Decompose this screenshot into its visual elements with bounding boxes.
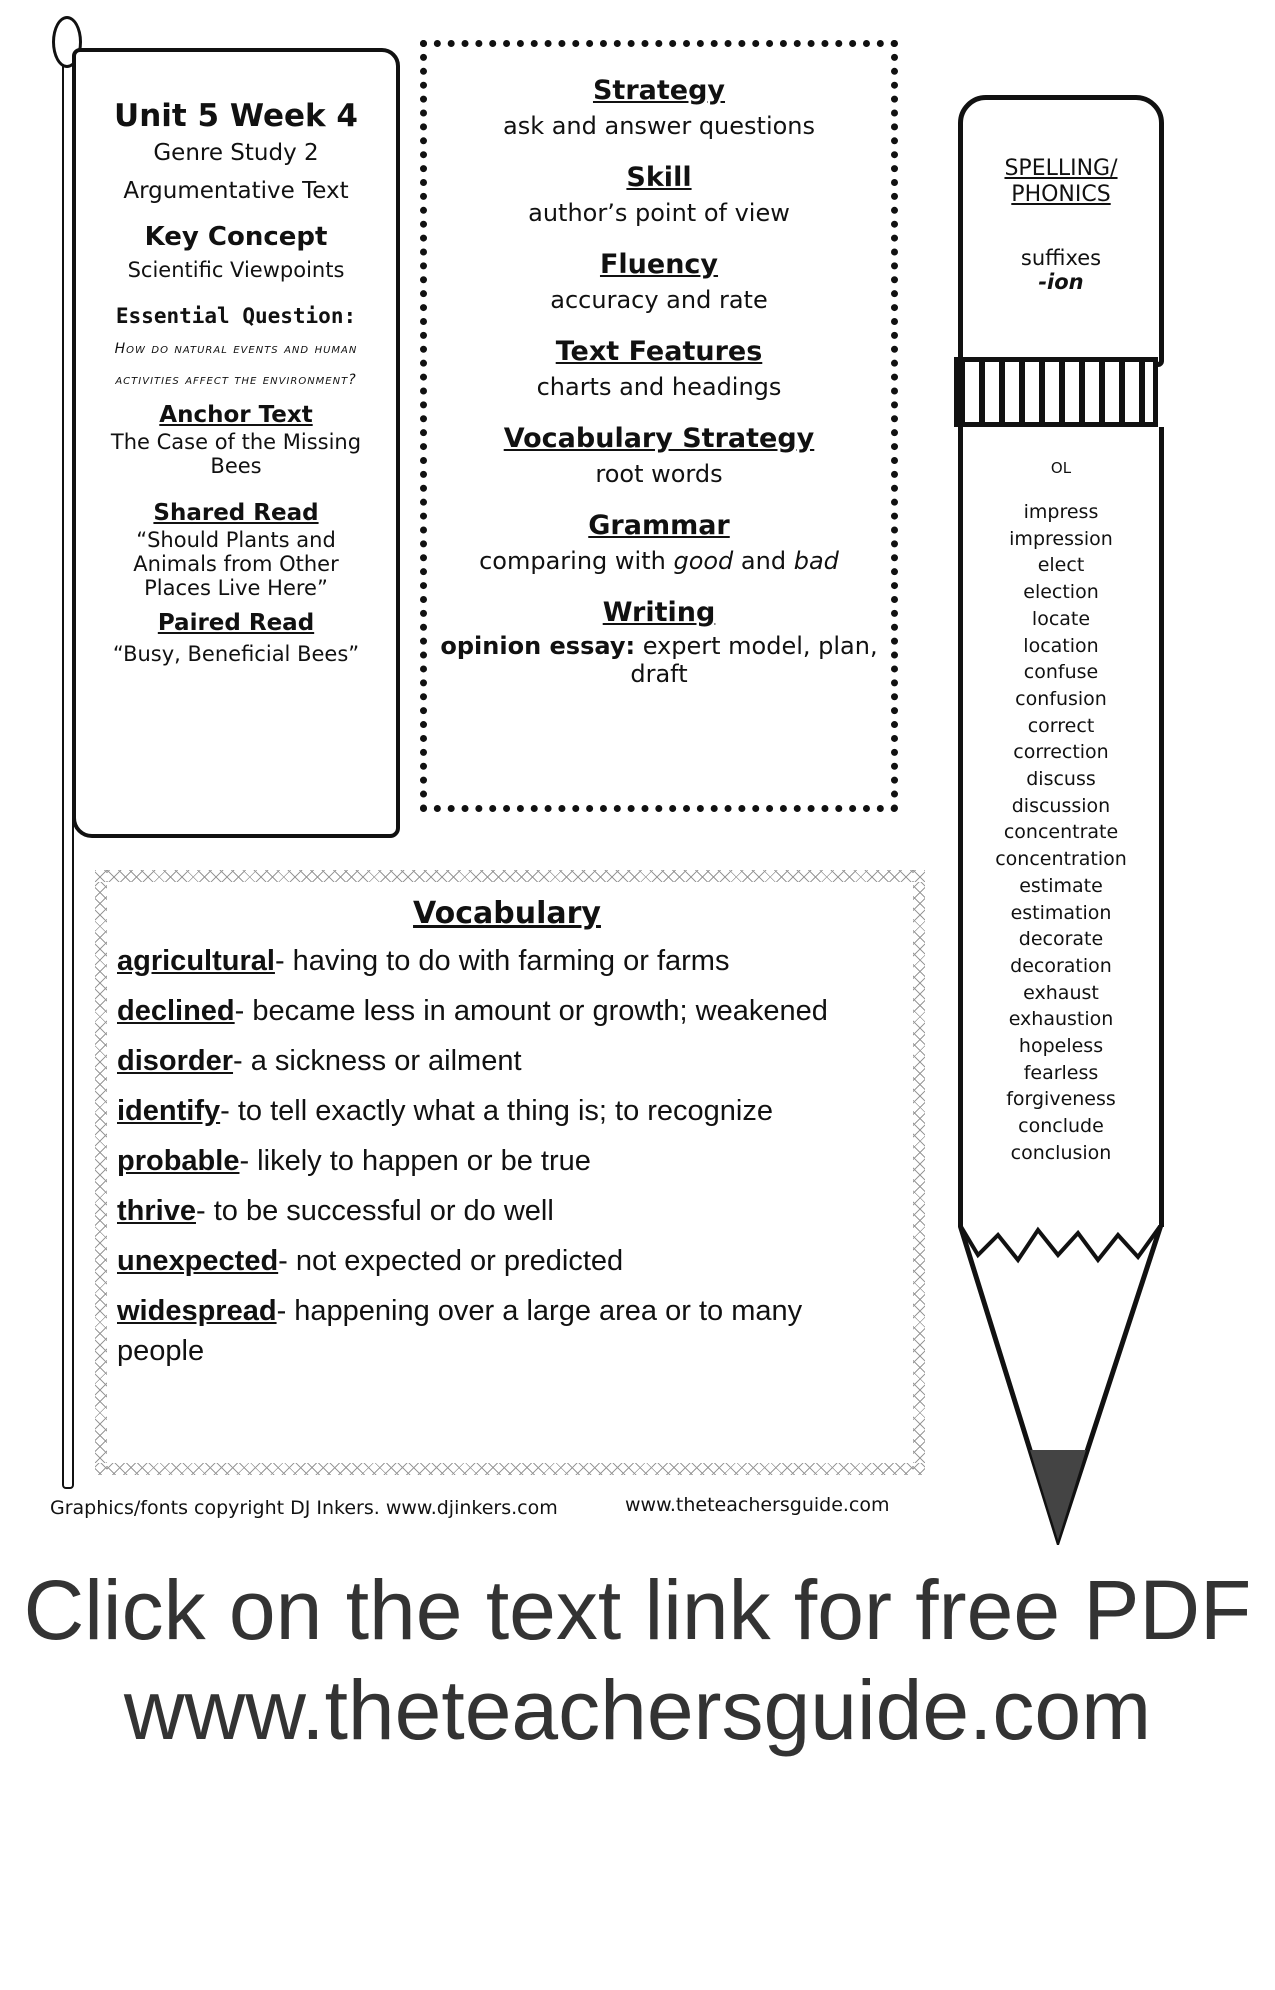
vocabulary-strategy: root words xyxy=(595,460,723,488)
spelling-word: discuss xyxy=(1026,768,1096,791)
genre: Argumentative Text xyxy=(123,178,349,204)
watermark xyxy=(0,1560,1275,1760)
site-footer[interactable]: www.theteachersguide.com xyxy=(625,1494,890,1516)
spelling-word: discussion xyxy=(1011,794,1111,817)
writing-type: opinion essay: xyxy=(440,632,636,660)
vocabulary-definition: - having to do with farming or farms xyxy=(274,945,730,977)
vocabulary-strategy-label: Vocabulary Strategy xyxy=(503,423,815,454)
spelling-word: estimation xyxy=(1010,901,1112,924)
spelling-word: decorate xyxy=(1018,928,1104,951)
fluency: accuracy and rate xyxy=(550,286,768,314)
spelling-word: forgiveness xyxy=(1006,1088,1116,1111)
vocabulary-list xyxy=(117,941,897,1371)
spelling-label: SPELLING/ PHONICS xyxy=(1004,156,1118,207)
skill-label: Skill xyxy=(626,162,692,193)
vocabulary-word: disorder xyxy=(117,1045,234,1077)
vocabulary-word: widespread xyxy=(117,1295,277,1327)
vocabulary-word: declined xyxy=(117,995,235,1027)
spelling-word: election xyxy=(1023,581,1099,604)
vocabulary-item xyxy=(117,1291,897,1371)
spelling-word: location xyxy=(1023,634,1099,657)
vocabulary-definition: - a sickness or ailment xyxy=(233,1045,522,1077)
vocabulary-definition: - to tell exactly what a thing is; to recognize xyxy=(220,1095,774,1127)
writing-text: expert model, plan, draft xyxy=(630,632,878,688)
spelling-word: exhaustion xyxy=(1008,1008,1114,1031)
vocabulary-definition: - not expected or predicted xyxy=(278,1245,624,1277)
shared-read-label: Shared Read xyxy=(153,500,319,526)
spelling-suffix: -ion xyxy=(1038,270,1084,294)
unit-title: Unit 5 Week 4 xyxy=(114,98,358,134)
spelling-word: hopeless xyxy=(1018,1035,1104,1058)
genre-study: Genre Study 2 xyxy=(153,140,319,166)
paired-read-label: Paired Read xyxy=(157,610,315,636)
fluency-label: Fluency xyxy=(599,249,719,280)
spelling-word: correction xyxy=(1013,741,1109,764)
grammar-text: comparing with xyxy=(479,547,674,575)
vocabulary-word: agricultural xyxy=(117,945,275,977)
vocabulary-item xyxy=(117,1141,897,1181)
anchor-text: The Case of the Missing Bees xyxy=(110,430,362,478)
spelling-word: correct xyxy=(1027,714,1095,737)
anchor-text-label: Anchor Text xyxy=(159,402,313,428)
writing xyxy=(427,632,891,688)
copyright-footer: Graphics/fonts copyright DJ Inkers. www.djinkers.com xyxy=(50,1497,558,1519)
vocabulary-word: thrive xyxy=(117,1195,196,1227)
strategy-label: Strategy xyxy=(592,75,726,106)
vocabulary-definition: - likely to happen or be true xyxy=(239,1145,591,1177)
skills-box xyxy=(420,40,898,812)
spelling-level: OL xyxy=(1050,459,1072,477)
vocabulary-word: unexpected xyxy=(117,1245,279,1277)
pencil-ferrule xyxy=(954,357,1158,427)
text-features-label: Text Features xyxy=(555,336,763,367)
pencil-eraser xyxy=(958,95,1164,367)
vocabulary-box xyxy=(95,870,925,1475)
vocabulary-title: Vocabulary xyxy=(413,896,601,931)
vocabulary-word: identify xyxy=(117,1095,221,1127)
vocabulary-definition: - happening over a large area or to many people xyxy=(117,1295,803,1367)
watermark-line-1[interactable]: Click on the text link for free PDF xyxy=(23,1563,1252,1657)
key-concept: Scientific Viewpoints xyxy=(127,258,345,282)
vocabulary-word: probable xyxy=(117,1145,240,1177)
skill: author’s point of view xyxy=(528,199,790,227)
vocabulary-item xyxy=(117,1041,897,1081)
unit-info-flag xyxy=(72,48,400,838)
vocabulary-item xyxy=(117,991,897,1031)
paired-read: “Busy, Beneficial Bees” xyxy=(112,642,360,666)
grammar-and: and xyxy=(733,547,794,575)
spelling-word: fearless xyxy=(1023,1061,1099,1084)
vocabulary-item xyxy=(117,1191,897,1231)
strategy: ask and answer questions xyxy=(502,112,816,140)
grammar-good: good xyxy=(673,547,734,575)
watermark-line-2[interactable]: www.theteachersguide.com xyxy=(123,1663,1152,1757)
grammar xyxy=(427,547,891,575)
essential-question-label: Essential Question: xyxy=(115,304,357,328)
vocabulary-item xyxy=(117,1091,897,1131)
spelling-word: impression xyxy=(1009,527,1113,550)
shared-read: “Should Plants and Animals from Other Places Live Here” xyxy=(133,528,339,600)
spelling-word: elect xyxy=(1037,554,1085,577)
text-features: charts and headings xyxy=(536,373,782,401)
spelling-word: exhaust xyxy=(1023,981,1099,1004)
essential-question: How do natural events and human activities affect the environment? xyxy=(114,341,358,388)
key-concept-label: Key Concept xyxy=(144,222,328,252)
pencil-body xyxy=(958,427,1164,1227)
spelling-word: concentration xyxy=(995,848,1127,871)
vocabulary-definition: - became less in amount or growth; weakened xyxy=(234,995,828,1027)
spelling-topic: suffixes xyxy=(1020,246,1102,270)
spelling-word: estimate xyxy=(1019,874,1103,897)
grammar-label: Grammar xyxy=(588,510,730,541)
grammar-bad: bad xyxy=(793,547,839,575)
spelling-word: conclude xyxy=(1018,1115,1104,1138)
spelling-word: conclusion xyxy=(1010,1141,1112,1164)
pencil-tip xyxy=(958,1225,1164,1545)
vocabulary-item xyxy=(117,1241,897,1281)
writing-label: Writing xyxy=(602,597,716,628)
spelling-word: locate xyxy=(1031,607,1091,630)
spelling-pencil xyxy=(958,95,1158,1535)
spelling-word: decoration xyxy=(1010,954,1112,977)
spelling-word: impress xyxy=(1023,501,1099,523)
spelling-word: concentrate xyxy=(1003,821,1119,844)
vocabulary-definition: - to be successful or do well xyxy=(195,1195,554,1227)
spelling-word-list xyxy=(963,499,1159,1167)
spelling-word: confusion xyxy=(1015,687,1107,710)
vocabulary-item xyxy=(117,941,897,981)
spelling-word: confuse xyxy=(1023,661,1099,684)
